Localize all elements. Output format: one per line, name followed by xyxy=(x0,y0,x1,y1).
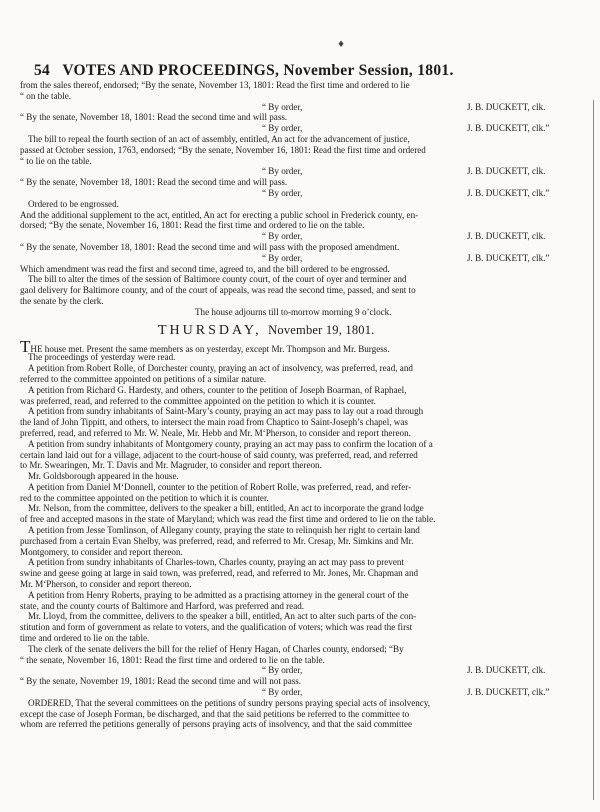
line-text: red to the committee appointed on the petition to which it is counter. xyxy=(20,492,269,503)
line-text: dorsed; “By the senate, November 16, 1801: Read the first time and ordered to lie on the table. xyxy=(20,220,365,231)
clerk-signature: J. B. DUCKETT, clk.” xyxy=(467,252,550,263)
line-text: “ By order, xyxy=(262,665,303,676)
text-line xyxy=(20,210,600,221)
line-text: A petition from Richard G. Hardesty, and others, counter to the petition of Joseph Boarman, of Raphael, xyxy=(28,384,407,395)
line-text: from the sales thereof, endorsed; “By the senate, November 13, 1801: Read the first time and ordered to lie xyxy=(20,80,410,90)
line-text: “ By the senate, November 18, 1801: Read the second time and will pass. xyxy=(20,112,288,123)
text-line xyxy=(20,177,600,188)
line-text: Ordered to be engrossed. xyxy=(28,198,119,209)
text-line xyxy=(20,220,600,231)
line-text: of free and accepted masons in the state of Maryland; which was read the first time and ordered to lie on the table. xyxy=(20,514,436,525)
text-line xyxy=(20,601,600,612)
page-number: 54 xyxy=(34,62,51,79)
text-line xyxy=(20,134,600,145)
text-line xyxy=(20,611,600,622)
text-line xyxy=(20,698,600,709)
day-heading-date: November 19, 1801. xyxy=(268,322,375,337)
day-heading xyxy=(20,321,600,340)
line-text: A petition from sundry inhabitants of Charles-town, Charles county, praying an act may pass to prevent xyxy=(28,557,404,568)
line-text: The bill to alter the times of the session of Baltimore county court, of the court of oyer and terminer and xyxy=(28,274,407,285)
text-line xyxy=(20,428,600,439)
text-line xyxy=(20,514,600,525)
text-line xyxy=(20,385,600,396)
text-line xyxy=(20,363,600,374)
line-text: “ By the senate, November 19, 1801: Read the second time and will not pass. xyxy=(20,676,302,687)
text-line xyxy=(20,719,600,730)
text-line xyxy=(20,525,600,536)
line-text: purchased from a certain Evan Shelby, was preferred, read, and referred to Mr. Cresap, Mr. Simkins and Mr. xyxy=(20,535,414,546)
text-line xyxy=(20,274,600,285)
text-line xyxy=(20,482,600,493)
line-text: “ By order, xyxy=(262,187,303,198)
text-line xyxy=(20,406,600,417)
text-line xyxy=(20,285,600,296)
order-line xyxy=(20,665,600,676)
text-line xyxy=(20,374,600,385)
line-text: The proceedings of yesterday were read. xyxy=(28,352,176,363)
text-line xyxy=(20,503,600,514)
text-line xyxy=(20,709,600,720)
text-line xyxy=(20,80,600,91)
text-line xyxy=(20,460,600,471)
text-line xyxy=(20,676,600,687)
line-text: A petition from Robert Rolle, of Dorchester county, praying an act of insolvency, was preferred, read, and xyxy=(28,363,413,374)
line-text: time and ordered to lie on the table. xyxy=(20,633,150,644)
text-line xyxy=(20,655,600,666)
line-text: “ By the senate, November 18, 1801: Read the second time and will pass with the proposed amendment. xyxy=(20,241,400,252)
order-line xyxy=(20,102,600,113)
text-line xyxy=(20,450,600,461)
text-line xyxy=(20,199,600,210)
line-text: The clerk of the senate delivers the bill for the relief of Henry Hagan, of Charles county, endorsed; “By xyxy=(28,643,404,654)
line-text: Montgomery, to consider and report thereon. xyxy=(20,546,183,557)
line-text: stitution and form of government as relate to voters, and the qualification of voters; which was read the first xyxy=(20,622,413,633)
clerk-signature: J. B. DUCKETT, clk. xyxy=(467,665,546,676)
clerk-signature: J. B. DUCKETT, clk.” xyxy=(467,687,550,698)
text-line xyxy=(20,547,600,558)
line-text: swine and geese going at large in said town, was preferred, read, and referred to Mr. Jones, Mr. Chapman and xyxy=(20,568,419,579)
line-text: “ By order, xyxy=(262,252,303,263)
text-line xyxy=(20,644,600,655)
text-line xyxy=(20,417,600,428)
text-line xyxy=(20,264,600,275)
line-text: was preferred, read, and referred to the committee appointed on the petition to which it is counter. xyxy=(20,395,376,406)
line-text: A petition from sundry inhabitants of Saint-Mary’s county, praying an act may pass to lay out a road through xyxy=(28,406,424,417)
text-line xyxy=(20,557,600,568)
page-title: VOTES AND PROCEEDINGS, November Session, 1801. xyxy=(62,62,454,79)
line-text: the land of John Tippitt, and others, to intersect the main road from Chaptico to Saint-Joseph’s chapel, was xyxy=(20,417,408,428)
line-text: A petition from Jesse Tomlinson, of Allegany county, praying the state to relinquish her right to certain land xyxy=(28,525,420,536)
order-line xyxy=(20,253,600,264)
line-text: state, and the county courts of Baltimore and Harford, was preferred and read. xyxy=(20,600,305,611)
line-text: A petition from sundry inhabitants of Montgomery county, praying an act may pass to confirm the location of a xyxy=(28,438,433,449)
text-line xyxy=(20,296,600,307)
line-text: to Mr. Swearingen, Mr. T. Davis and Mr. Magruder, to consider and report thereon. xyxy=(20,460,322,471)
text-line xyxy=(20,112,600,123)
line-text: And the additional supplement to the act, entitled, An act for erecting a public school in Frederick county, en- xyxy=(20,209,419,220)
text-line xyxy=(20,493,600,504)
text-line xyxy=(20,145,600,156)
clerk-signature: J. B. DUCKETT, clk. xyxy=(467,101,546,112)
line-text: Mr. Goldsborough appeared in the house. xyxy=(28,471,179,482)
line-text: “ By order, xyxy=(262,123,303,134)
line-text: A petition from Henry Roberts, praying to be admitted as a practising attorney in the general court of the xyxy=(28,589,409,600)
order-line xyxy=(20,687,600,698)
text-line xyxy=(20,396,600,407)
line-text: Which amendment was read the first and second time, agreed to, and the bill ordered to be engrossed. xyxy=(20,263,390,274)
line-text: The bill to repeal the fourth section of an act of assembly, entitled, An act for the advancement of justice, xyxy=(28,133,410,144)
line-text: The house adjourns till to-morrow morning 9 o’clock. xyxy=(195,306,392,317)
text-line xyxy=(20,307,600,318)
order-line xyxy=(20,123,600,134)
text-line xyxy=(20,633,600,644)
line-text: “ on the table. xyxy=(20,90,72,101)
text-line xyxy=(20,156,600,167)
line-text: “ By order, xyxy=(262,101,303,112)
line-text: except the case of Joseph Forman, be discharged, and that the said petitions be referred to the committee to xyxy=(20,708,410,719)
line-text: preferred, read, and referred to Mr. W. Neale, Mr. Hebb and Mr. M‘Pherson, to consider and report thereon. xyxy=(20,427,411,438)
text-line xyxy=(20,91,600,102)
text-line xyxy=(20,336,600,356)
line-text: ORDERED, That the several committees on the petitions of sundry persons praying special acts of insolvency, xyxy=(28,697,431,708)
line-text: “ the senate, November 16, 1801: Read the first time and ordered to lie on the table. xyxy=(20,654,325,665)
line-text: “ By the senate, November 18, 1801: Read the second time and will pass. xyxy=(20,177,288,188)
text-line xyxy=(20,439,600,450)
text-line xyxy=(20,536,600,547)
drop-cap: T xyxy=(20,336,31,356)
order-line xyxy=(20,166,600,177)
line-text: gaol delivery for Baltimore county, and of the court of appeals, was read the second time, passed, and sent to xyxy=(20,285,416,296)
text-line xyxy=(20,242,600,253)
page-header xyxy=(34,62,596,80)
text-line xyxy=(20,568,600,579)
line-text: certain land laid out for a village, adjacent to the court-house of said county, was preferred, read, and referred xyxy=(20,449,418,460)
order-line xyxy=(20,231,600,242)
line-text: “ By order, xyxy=(262,687,303,698)
text-line xyxy=(20,622,600,633)
line-text: the senate by the clerk. xyxy=(20,295,104,306)
line-text: “ By order, xyxy=(262,166,303,177)
clerk-signature: J. B. DUCKETT, clk.” xyxy=(467,123,550,134)
text-line xyxy=(20,471,600,482)
text-line xyxy=(20,579,600,590)
line-text: referred to the committee appointed on petitions of a similar nature. xyxy=(20,373,267,384)
line-text: whom are referred the petitions generally of persons praying acts of insolvency, and that the said committee xyxy=(20,719,413,730)
clerk-signature: J. B. DUCKETT, clk. xyxy=(467,231,546,242)
clerk-signature: J. B. DUCKETT, clk. xyxy=(467,166,546,177)
document-body xyxy=(20,80,600,730)
order-line xyxy=(20,188,600,199)
day-heading-weekday: THURSDAY, xyxy=(158,322,269,338)
line-text: Mr. M‘Pherson, to consider and report thereon. xyxy=(20,579,192,590)
text-line xyxy=(20,590,600,601)
clerk-signature: J. B. DUCKETT, clk.” xyxy=(467,187,550,198)
line-text: HE house met. Present the same members as on yesterday, except Mr. Thompson and Mr. Burgess. xyxy=(30,343,390,354)
line-text: A petition from Daniel M‘Donnell, counter to the petition of Robert Rolle, was preferred, read, and refer- xyxy=(28,481,412,492)
line-text: Mr. Lloyd, from the committee, delivers to the speaker a bill, entitled, An act to alter such parts of the con- xyxy=(28,611,417,622)
printer-mark: ♦ xyxy=(337,40,346,50)
line-text: passed at October session, 1763, endorsed; “By the senate, November 16, 1801: Read the first time and ordered xyxy=(20,144,426,155)
line-text: Mr. Nelson, from the committee, delivers to the speaker a bill, entitled, An act to incorporate the grand lodge xyxy=(28,503,424,514)
line-text: “ to lie on the table. xyxy=(20,155,92,166)
line-text: “ By order, xyxy=(262,231,303,242)
